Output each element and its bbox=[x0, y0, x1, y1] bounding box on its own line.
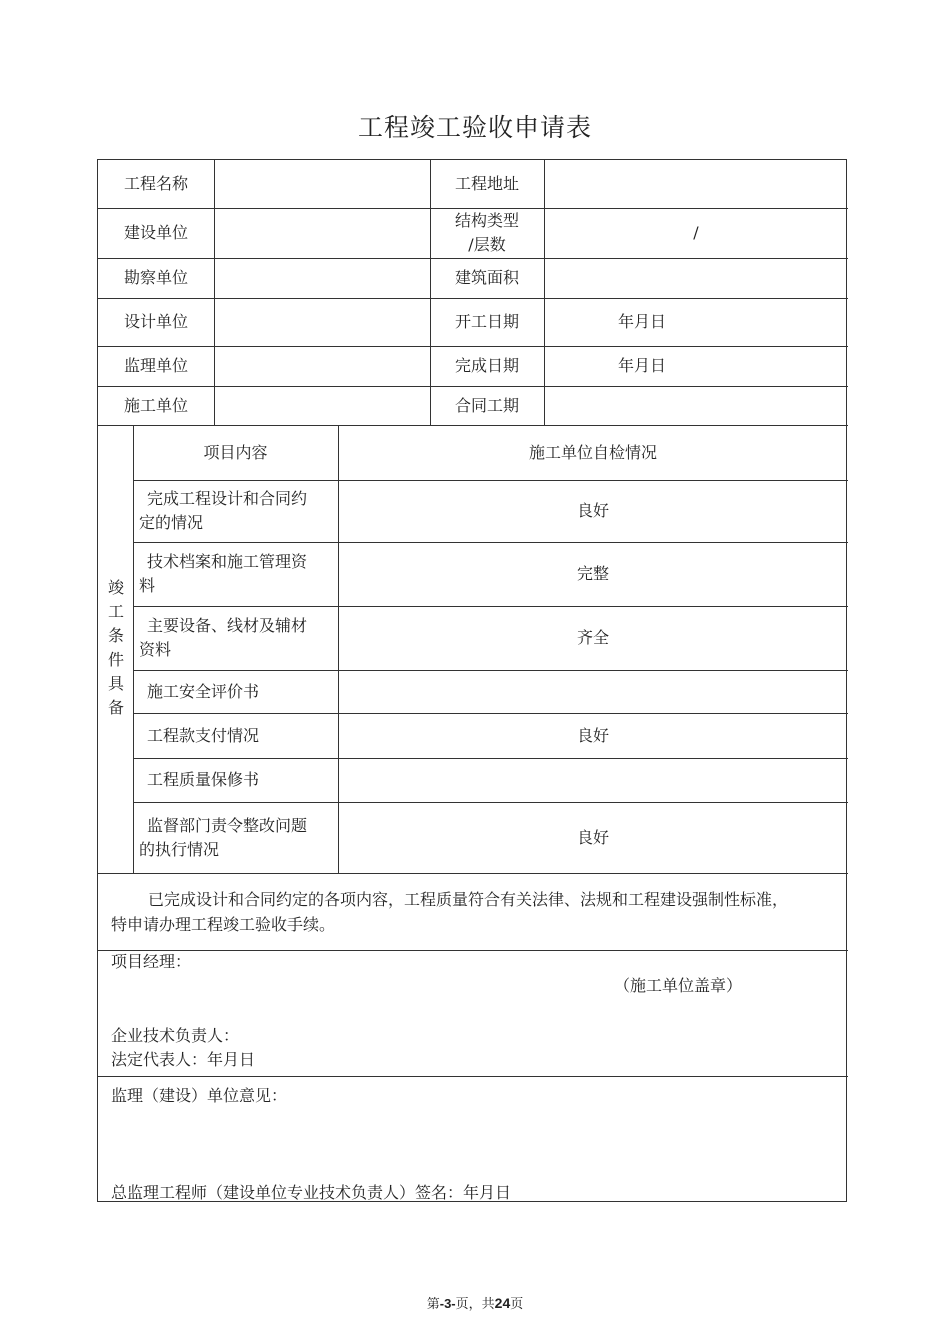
value-design-unit[interactable] bbox=[214, 298, 430, 346]
statement-line1: 已完成设计和合同约定的各项内容，工程质量符合有关法律、法规和工程建设强制性标准， bbox=[148, 890, 789, 909]
supervision-opinion-label: 监理（建设）单位意见： bbox=[111, 1086, 288, 1105]
conditions-header-item: 项目内容 bbox=[203, 442, 268, 462]
label-structure-type-line1: 结构类型 bbox=[454, 211, 519, 230]
condition-status-equipment-materials[interactable]: 齐全 bbox=[576, 628, 609, 647]
value-construction-unit[interactable] bbox=[214, 208, 430, 258]
condition-item-payment: 工程款支付情况 bbox=[147, 725, 260, 745]
contractor-seal-label: （施工单位盖章） bbox=[614, 976, 743, 995]
value-survey-unit[interactable] bbox=[214, 258, 430, 298]
label-survey-unit: 勘察单位 bbox=[123, 268, 188, 287]
condition-item-warranty: 工程质量保修书 bbox=[147, 770, 260, 789]
condition-status-warranty[interactable] bbox=[338, 758, 848, 802]
label-contract-period: 合同工期 bbox=[454, 395, 519, 415]
value-start-date[interactable]: 年月日 bbox=[618, 312, 667, 331]
label-design-unit: 设计单位 bbox=[123, 312, 188, 331]
condition-item-design-contract: 完成工程设计和合同约 定的情况 bbox=[139, 489, 308, 532]
label-building-area: 建筑面积 bbox=[454, 268, 519, 287]
tech-lead-label: 企业技术负责人： bbox=[111, 1026, 240, 1045]
label-completion-date: 完成日期 bbox=[454, 356, 519, 375]
conditions-header-status: 施工单位自检情况 bbox=[528, 442, 657, 462]
label-structure-type bbox=[430, 208, 544, 258]
value-project-address[interactable] bbox=[544, 160, 848, 208]
statement-line2: 特申请办理工程竣工验收手续。 bbox=[111, 915, 336, 934]
condition-status-payment[interactable]: 良好 bbox=[576, 725, 609, 745]
page-number: 第-3-页，共24页 bbox=[426, 1295, 524, 1312]
condition-status-safety-evaluation[interactable] bbox=[338, 670, 848, 713]
label-construction-unit: 建设单位 bbox=[123, 223, 188, 242]
condition-status-design-contract[interactable]: 良好 bbox=[576, 501, 609, 520]
legal-rep-label: 法定代表人：年月日 bbox=[111, 1050, 256, 1069]
condition-status-technical-archives[interactable]: 完整 bbox=[576, 564, 609, 583]
condition-item-technical-archives: 技术档案和施工管理资 料 bbox=[139, 552, 308, 595]
condition-item-safety-evaluation: 施工安全评价书 bbox=[147, 681, 260, 701]
value-completion-date[interactable]: 年月日 bbox=[618, 356, 667, 375]
value-contract-period[interactable] bbox=[544, 386, 848, 425]
label-supervision-unit: 监理单位 bbox=[123, 356, 188, 375]
value-supervision-unit[interactable] bbox=[214, 346, 430, 386]
page-title: 工程竣工验收申请表 bbox=[357, 113, 592, 142]
label-start-date: 开工日期 bbox=[454, 312, 519, 331]
value-structure-type[interactable]: / bbox=[693, 223, 699, 242]
condition-status-rectification[interactable]: 良好 bbox=[576, 827, 609, 847]
value-contractor-unit[interactable] bbox=[214, 386, 430, 425]
condition-item-equipment-materials: 主要设备、线材及辅材 资料 bbox=[139, 616, 308, 659]
conditions-side-label: 竣 工 条 件 具 备 bbox=[107, 578, 124, 717]
condition-item-rectification: 监督部门责令整改问题 的执行情况 bbox=[139, 815, 308, 859]
label-project-name: 工程名称 bbox=[123, 174, 188, 193]
chief-supervisor-signature: 总监理工程师（建设单位专业技术负责人）签名：年月日 bbox=[111, 1183, 512, 1202]
label-contractor-unit: 施工单位 bbox=[123, 395, 188, 415]
label-structure-type-line2: /层数 bbox=[468, 235, 506, 254]
application-form-table bbox=[97, 159, 847, 1202]
value-project-name[interactable] bbox=[214, 160, 430, 208]
label-project-address: 工程地址 bbox=[454, 174, 519, 193]
value-building-area[interactable] bbox=[544, 258, 848, 298]
project-manager-label: 项目经理： bbox=[111, 952, 192, 971]
